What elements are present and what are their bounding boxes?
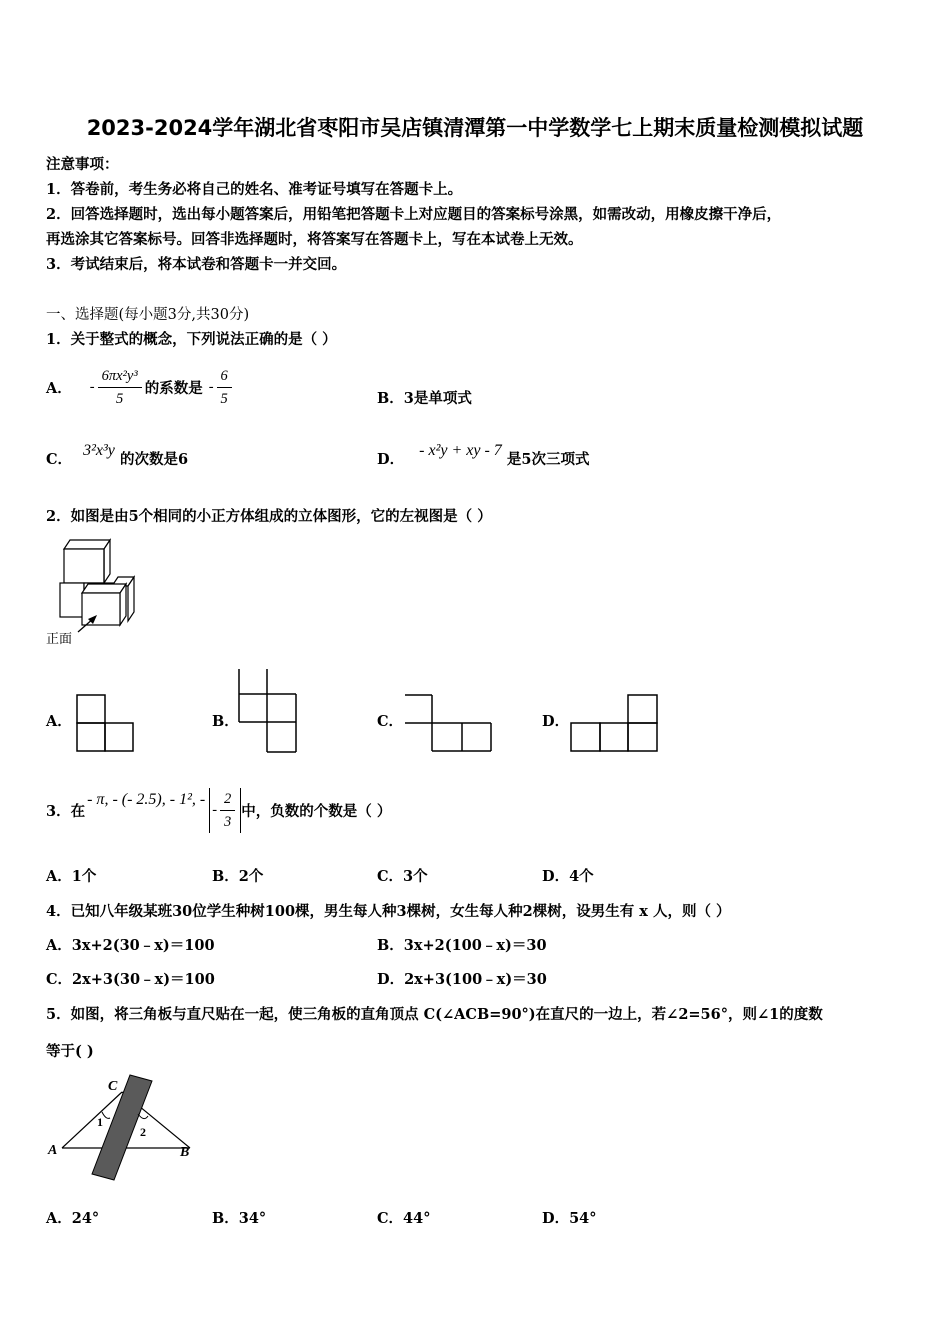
cube-face <box>60 583 84 617</box>
option-label: A． <box>46 379 72 397</box>
q5-option-d[interactable]: D．54° <box>542 1210 597 1227</box>
front-label: 正面 <box>46 632 73 647</box>
q2-option-d[interactable]: D． <box>542 713 570 730</box>
q5-option-c[interactable]: C．44° <box>377 1210 431 1227</box>
q5-option-b[interactable]: B．34° <box>212 1210 267 1227</box>
section-heading: 一、选择题(每小题3分,共30分) <box>46 307 250 323</box>
q1-option-c[interactable] <box>46 442 189 469</box>
point-c-label: C <box>108 1079 118 1094</box>
point-b-label: B <box>180 1145 190 1160</box>
stem-prefix: 3．在 <box>46 802 86 820</box>
angle-1-arc <box>102 1112 110 1118</box>
fraction <box>220 788 235 833</box>
notice-item: 再选涂其它答案标号。回答非选择题时，将答案写在答题卡上，写在本试卷上无效。 <box>46 231 583 248</box>
angle-2-label: 2 <box>140 1125 146 1139</box>
notice-item: 1．答卷前，考生务必将自己的姓名、准考证号填写在答题卡上。 <box>46 181 463 198</box>
q4-option-c[interactable]: C．2x+3(30﹣x)＝100 <box>46 971 215 988</box>
q5-stem-continued: 等于( ) <box>46 1043 94 1060</box>
q3-option-b[interactable]: B．2个 <box>212 868 264 885</box>
option-text: 的次数是6 <box>119 451 189 468</box>
numerator: 2 <box>220 788 235 811</box>
cube-face <box>64 540 110 549</box>
q5-figure <box>44 1070 204 1185</box>
q2-option-d-figure[interactable] <box>570 694 662 754</box>
q2-option-c[interactable]: C． <box>377 713 404 730</box>
notice-item: 2．回答选择题时，选出每小题答案后，用铅笔把答题卡上对应题目的答案标号涂黑，如需改动，用橡皮擦干净后， <box>46 206 782 223</box>
q2-option-a-figure[interactable] <box>76 694 136 754</box>
cube-face <box>82 593 120 625</box>
cube-face <box>128 577 134 621</box>
q2-stem: 2．如图是由5个相同的小正方体组成的立体图形，它的左视图是（ ） <box>46 508 492 525</box>
option-label: C． <box>46 451 73 468</box>
numerator: 6πx²y³ <box>98 365 142 388</box>
denominator: 5 <box>116 390 124 407</box>
q5-stem: 5．如图，将三角板与直尺贴在一起，使三角板的直角顶点 C(∠ACB=90°)在直尺的一边上，若∠2=56°，则∠1的度数 <box>46 1006 823 1023</box>
q4-option-a[interactable]: A．3x+2(30﹣x)＝100 <box>46 937 215 954</box>
notice-item: 3．考试结束后，将本试卷和答题卡一并交回。 <box>46 256 347 273</box>
denominator: 5 <box>220 390 228 407</box>
cube-face <box>64 549 104 583</box>
minus-sign: - <box>208 378 214 395</box>
q1-option-a[interactable] <box>46 362 235 412</box>
q2-option-a[interactable]: A． <box>46 713 72 730</box>
number-list: - π, - (- 2.5), - 1², - <box>87 791 206 808</box>
absolute-value <box>209 788 241 833</box>
q2-option-c-figure[interactable] <box>404 694 496 754</box>
denominator: 3 <box>224 813 232 830</box>
q3-option-d[interactable]: D．4个 <box>542 868 594 885</box>
option-text: 是5次三项式 <box>506 451 590 468</box>
q2-option-b[interactable]: B． <box>212 713 239 730</box>
q1-option-b[interactable]: B．3是单项式 <box>377 390 472 407</box>
notice-heading: 注意事项： <box>46 156 119 173</box>
numerator: 6 <box>217 365 232 388</box>
page-title: 2023-2024学年湖北省枣阳市吴店镇清潭第一中学数学七上期末质量检测模拟试题 <box>86 116 864 140</box>
fraction <box>217 365 232 410</box>
q1-stem: 1．关于整式的概念，下列说法正确的是（ ） <box>46 331 337 348</box>
minus-sign: - <box>89 378 95 395</box>
expression: 3²x³y <box>83 442 115 459</box>
q4-stem: 4．已知八年级某班30位学生种树100棵，男生每人种3棵树，女生每人种2棵树，设男生有 x 人，则（ ） <box>46 903 731 920</box>
q1-option-d[interactable] <box>377 442 590 469</box>
cube-face <box>82 584 126 593</box>
option-text: 的系数是 <box>144 379 203 397</box>
minus-sign: - <box>212 801 218 818</box>
q3-option-a[interactable]: A．1个 <box>46 868 97 885</box>
q3-option-c[interactable]: C．3个 <box>377 868 428 885</box>
q5-option-a[interactable]: A．24° <box>46 1210 100 1227</box>
angle-1-label: 1 <box>97 1115 103 1129</box>
expression: - x²y + xy - 7 <box>419 442 502 459</box>
stem-suffix: 中，负数的个数是（ ） <box>241 802 392 820</box>
q3-stem <box>46 782 391 838</box>
option-label: D． <box>377 451 405 468</box>
q4-option-d[interactable]: D．2x+3(100﹣x)＝30 <box>377 971 547 988</box>
fraction <box>98 365 142 410</box>
q2-option-b-figure[interactable] <box>238 668 300 756</box>
q4-option-b[interactable]: B．3x+2(100﹣x)＝30 <box>377 937 547 954</box>
point-a-label: A <box>48 1143 58 1158</box>
